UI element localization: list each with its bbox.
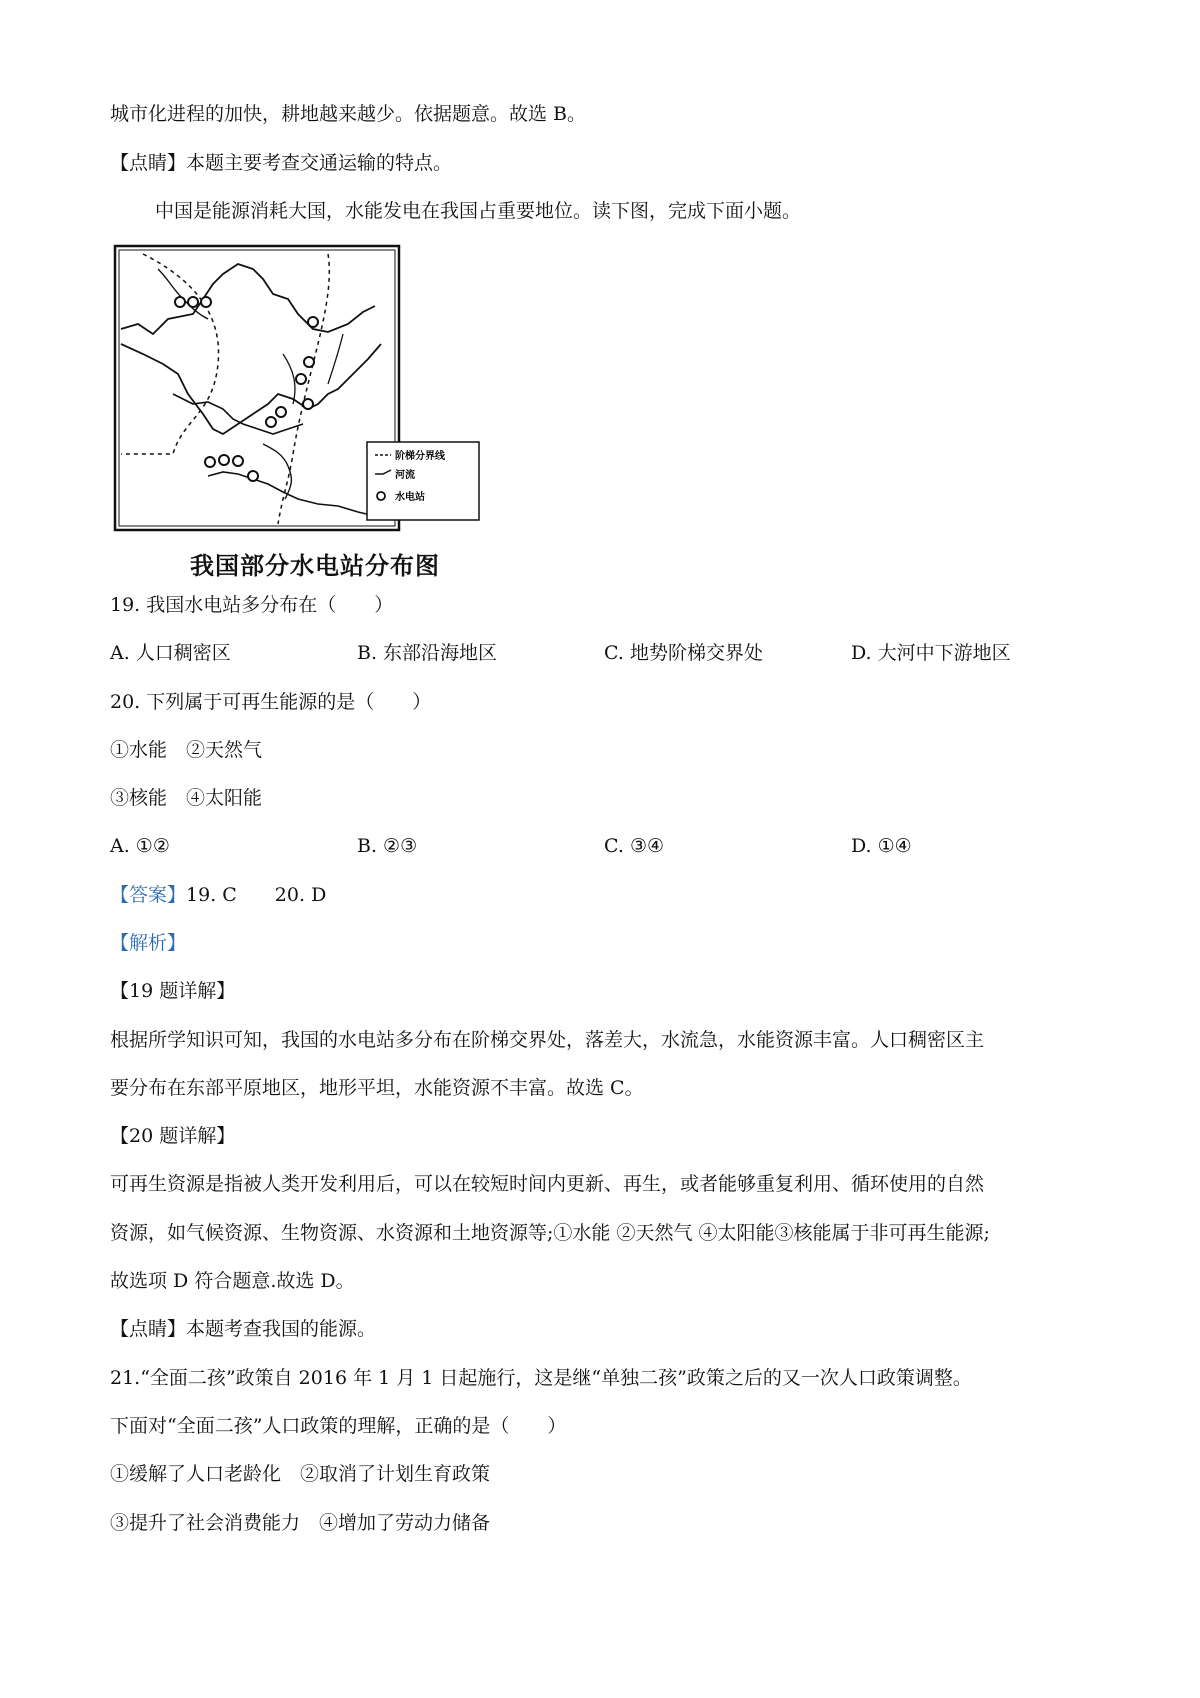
q20-option-d: D. ①④	[851, 835, 912, 857]
legend-boundary: 阶梯分界线	[395, 451, 445, 462]
q19-option-a: A. 人口稠密区	[110, 642, 231, 664]
q20-option-c: C. ③④	[604, 835, 665, 857]
analysis-label: 【解析】	[110, 932, 187, 954]
answer-line	[110, 882, 326, 908]
map-title: 我国部分水电站分布图	[190, 552, 440, 580]
analysis-19-line-2: 要分布在东部平原地区，地形平坦，水能资源不丰富。故选 C。	[110, 1077, 644, 1099]
legend-station: 水电站	[395, 492, 425, 503]
q19-option-d: D. 大河中下游地区	[851, 642, 1011, 664]
heading-20: 【20 题详解】	[110, 1125, 236, 1147]
answer-text: 19. C 20. D	[186, 884, 327, 906]
intro-line: 中国是能源消耗大国，水能发电在我国占重要地位。读下图，完成下面小题。	[155, 200, 802, 222]
q20-items-2: ③核能 ④太阳能	[110, 787, 263, 809]
q19-option-c: C. 地势阶梯交界处	[604, 642, 763, 664]
analysis-20-line-3: 故选项 D 符合题意.故选 D。	[110, 1270, 355, 1292]
question-21-line-2: 下面对“全面二孩”人口政策的理解，正确的是（ ）	[110, 1415, 567, 1437]
heading-19: 【19 题详解】	[110, 980, 236, 1002]
question-20: 20. 下列属于可再生能源的是（ ）	[110, 691, 432, 713]
answer-label: 【答案】	[110, 884, 187, 906]
analysis-tip: 【点睛】本题考查我国的能源。	[110, 1318, 377, 1340]
question-21-line-1: 21.“全面二孩”政策自 2016 年 1 月 1 日起施行，这是继“单独二孩”政策之后的又一次人口政策调整。	[110, 1367, 972, 1389]
legend-river: 河流	[395, 470, 415, 481]
q19-option-b: B. 东部沿海地区	[357, 642, 498, 664]
q21-items-1: ①缓解了人口老龄化 ②取消了计划生育政策	[110, 1463, 491, 1485]
text-line: 城市化进程的加快，耕地越来越少。依据题意。故选 B。	[110, 103, 587, 125]
q21-items-2: ③提升了社会消费能力 ④增加了劳动力储备	[110, 1512, 491, 1534]
analysis-20-line-2: 资源，如气候资源、生物资源、水资源和土地资源等;①水能 ②天然气 ④太阳能③核能属于非可再生能源;	[110, 1222, 990, 1244]
analysis-19-line-1: 根据所学知识可知，我国的水电站多分布在阶梯交界处，落差大，水流急，水能资源丰富。人口稠密区主	[110, 1029, 985, 1051]
q20-items-1: ①水能 ②天然气	[110, 739, 263, 761]
hydropower-map	[113, 244, 491, 534]
q20-option-a: A. ①②	[110, 835, 170, 857]
analysis-20-line-1: 可再生资源是指被人类开发利用后，可以在较短时间内更新、再生，或者能够重复利用、循环使用的自然	[110, 1173, 985, 1195]
tip-line: 【点睛】本题主要考查交通运输的特点。	[110, 152, 453, 174]
question-19: 19. 我国水电站多分布在（ ）	[110, 594, 394, 616]
q20-option-b: B. ②③	[357, 835, 418, 857]
